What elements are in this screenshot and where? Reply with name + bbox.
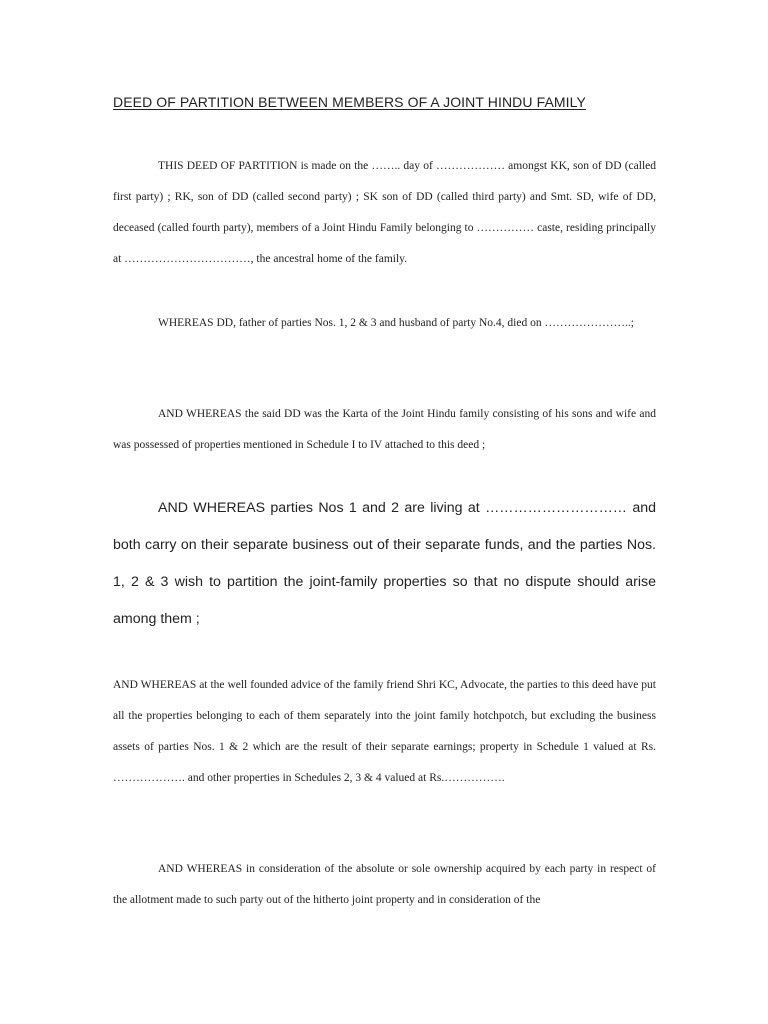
deed-title: DEED OF PARTITION BETWEEN MEMBERS OF A JOINT HINDU FAMILY: [113, 94, 586, 110]
paragraph-whereas-living-at: AND WHEREAS parties Nos 1 and 2 are living at ………………………… and both carry on their separate business out of their separate funds, and the parties Nos. 1, 2 & 3 wish to partition the joint-family properties so that no dispute should arise among them ;: [113, 500, 656, 627]
paragraph-whereas-dd-died: WHEREAS DD, father of parties Nos. 1, 2 & 3 and husband of party No.4, died on …………………..;: [158, 317, 634, 329]
paragraph-whereas-consideration: AND WHEREAS in consideration of the absolute or sole ownership acquired by each party in respect of the allotment made to such party out of the hitherto joint property and in consideration of the: [113, 863, 656, 906]
paragraph-whereas-karta: AND WHEREAS the said DD was the Karta of the Joint Hindu family consisting of his sons and wife and was possessed of properties mentioned in Schedule I to IV attached to this deed ;: [113, 408, 656, 451]
paragraph-whereas-advice: AND WHEREAS at the well founded advice of the family friend Shri KC, Advocate, the parties to this deed have put all the properties belonging to each of them separately into the joint family hotchpotch, but excluding the business assets of parties Nos. 1 & 2 which are the result of their separate earnings; property in Schedule 1 valued at Rs. ………………. and other properties in Schedules 2, 3 & 4 valued at Rs.…………….: [113, 679, 656, 784]
paragraph-deed-parties: THIS DEED OF PARTITION is made on the …….. day of ……………… amongst KK, son of DD (called first party) ; RK, son of DD (called second party) ; SK son of DD (called third party) and Smt. SD, wife of DD, deceased (called fourth party), members of a Joint Hindu Family belonging to …………… caste, residing principally at ……………………………, the ancestral home of the family.: [113, 160, 656, 265]
